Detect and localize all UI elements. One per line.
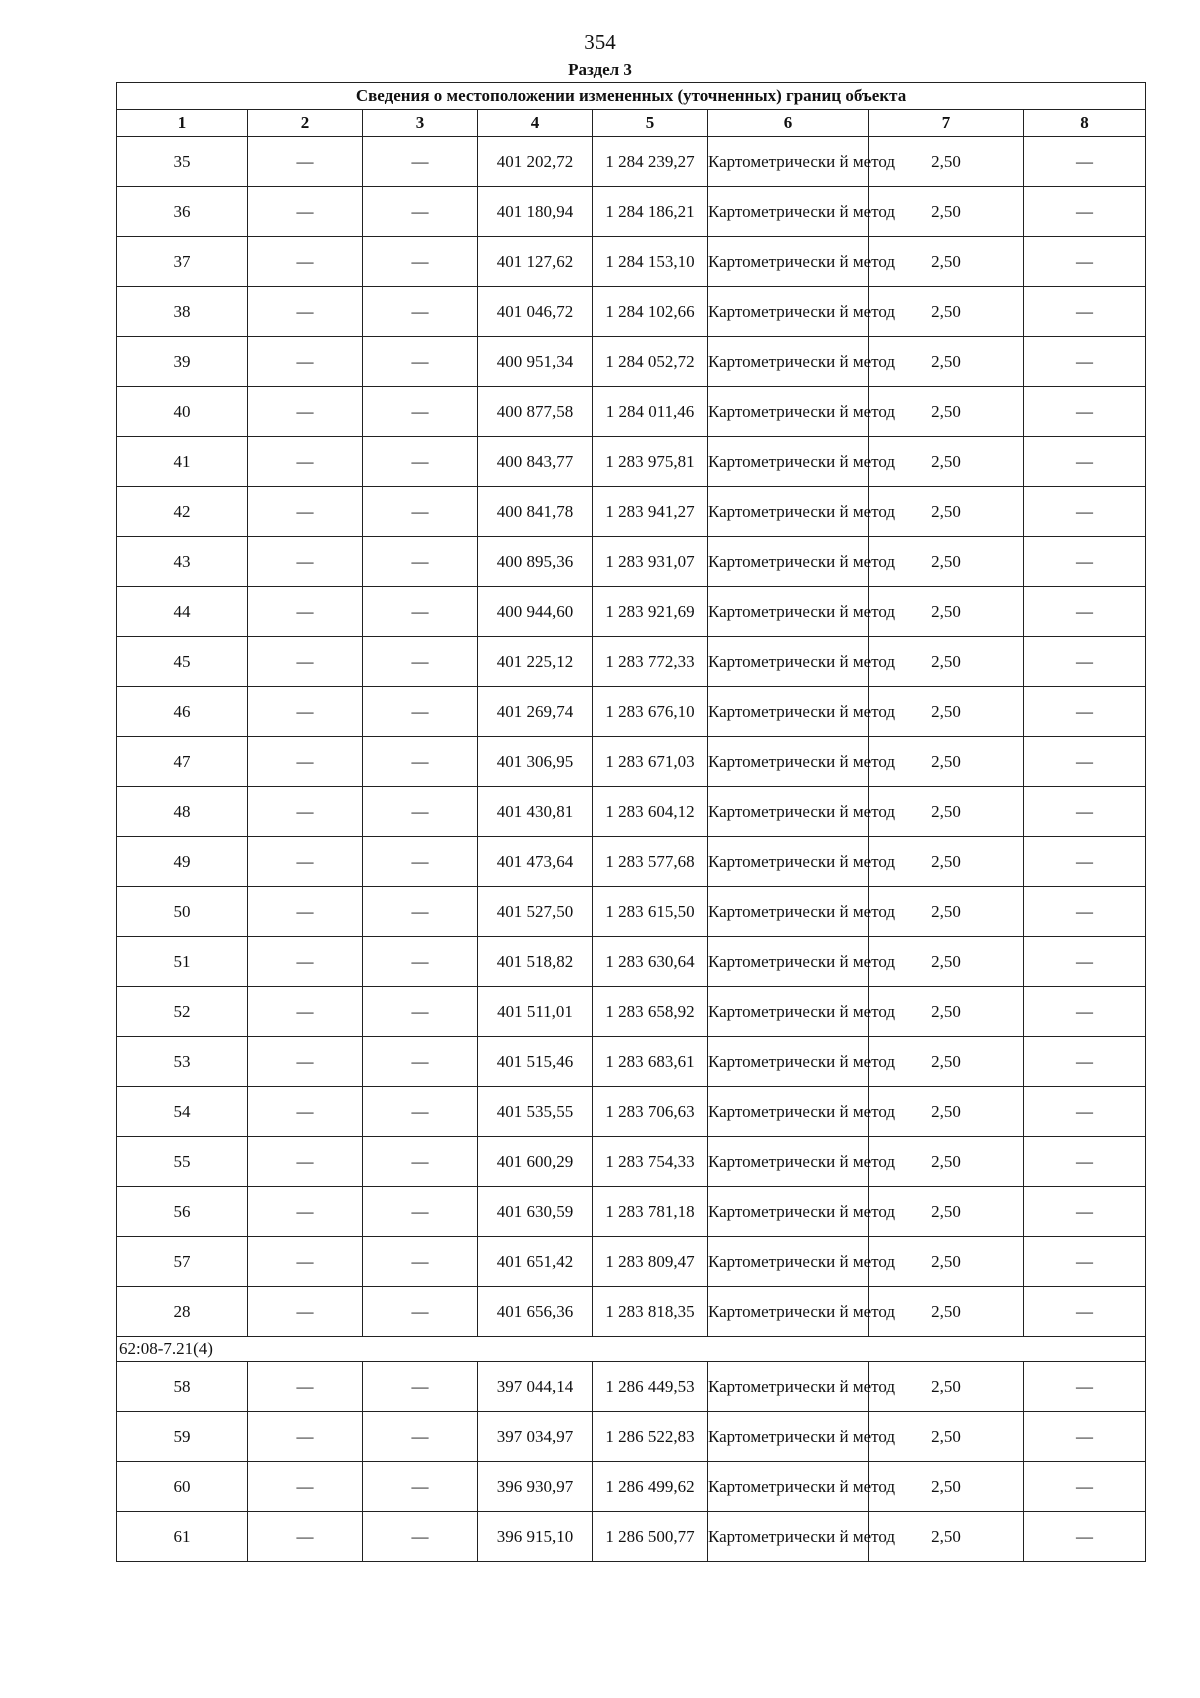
method-cell: Картометрически й метод: [708, 437, 869, 487]
method-cell: Картометрически й метод: [708, 937, 869, 987]
column-8-cell: —: [1024, 1412, 1146, 1462]
method-cell: Картометрически й метод: [708, 637, 869, 687]
point-number-cell: 57: [117, 1237, 248, 1287]
column-8-cell: —: [1024, 1087, 1146, 1137]
column-3-cell: —: [363, 337, 478, 387]
accuracy-cell: 2,50: [869, 1412, 1024, 1462]
column-3-cell: —: [363, 487, 478, 537]
x-coordinate-cell: 401 180,94: [478, 187, 593, 237]
point-number-cell: 36: [117, 187, 248, 237]
column-2-cell: —: [248, 937, 363, 987]
table-row: [117, 287, 1146, 337]
y-coordinate-cell: 1 283 754,33: [593, 1137, 708, 1187]
column-8-cell: —: [1024, 1362, 1146, 1412]
accuracy-cell: 2,50: [869, 187, 1024, 237]
x-coordinate-cell: 396 930,97: [478, 1462, 593, 1512]
column-3-cell: —: [363, 1187, 478, 1237]
y-coordinate-cell: 1 286 449,53: [593, 1362, 708, 1412]
y-coordinate-cell: 1 284 186,21: [593, 187, 708, 237]
y-coordinate-cell: 1 283 975,81: [593, 437, 708, 487]
point-number-cell: 58: [117, 1362, 248, 1412]
column-3-cell: —: [363, 187, 478, 237]
column-2-cell: —: [248, 437, 363, 487]
method-cell: Картометрически й метод: [708, 1287, 869, 1337]
table-row: [117, 1462, 1146, 1512]
accuracy-cell: 2,50: [869, 737, 1024, 787]
column-8-cell: —: [1024, 737, 1146, 787]
point-number-cell: 42: [117, 487, 248, 537]
point-number-cell: 44: [117, 587, 248, 637]
y-coordinate-cell: 1 284 102,66: [593, 287, 708, 337]
column-8-cell: —: [1024, 387, 1146, 437]
table-row: [117, 137, 1146, 187]
table-row: [117, 1287, 1146, 1337]
column-number-8: 8: [1024, 110, 1146, 137]
column-3-cell: —: [363, 437, 478, 487]
table-row: [117, 1087, 1146, 1137]
y-coordinate-cell: 1 283 615,50: [593, 887, 708, 937]
column-8-cell: —: [1024, 337, 1146, 387]
table-row: [117, 437, 1146, 487]
column-3-cell: —: [363, 637, 478, 687]
table-row: [117, 1237, 1146, 1287]
boundary-coordinates-table: [116, 82, 1146, 1562]
y-coordinate-cell: 1 283 630,64: [593, 937, 708, 987]
column-number-6: 6: [708, 110, 869, 137]
accuracy-cell: 2,50: [869, 1512, 1024, 1562]
y-coordinate-cell: 1 286 522,83: [593, 1412, 708, 1462]
page-number: 354: [584, 30, 616, 54]
accuracy-cell: 2,50: [869, 537, 1024, 587]
column-3-cell: —: [363, 137, 478, 187]
column-2-cell: —: [248, 1512, 363, 1562]
column-8-cell: —: [1024, 1037, 1146, 1087]
y-coordinate-cell: 1 283 931,07: [593, 537, 708, 587]
method-cell: Картометрически й метод: [708, 987, 869, 1037]
point-number-cell: 43: [117, 537, 248, 587]
point-number-cell: 56: [117, 1187, 248, 1237]
group-label-row: [117, 1337, 1146, 1362]
x-coordinate-cell: 401 515,46: [478, 1037, 593, 1087]
accuracy-cell: 2,50: [869, 687, 1024, 737]
y-coordinate-cell: 1 286 499,62: [593, 1462, 708, 1512]
table-row: [117, 1412, 1146, 1462]
column-2-cell: —: [248, 537, 363, 587]
point-number-cell: 60: [117, 1462, 248, 1512]
column-3-cell: —: [363, 1037, 478, 1087]
column-8-cell: —: [1024, 187, 1146, 237]
table-row: [117, 1512, 1146, 1562]
column-2-cell: —: [248, 787, 363, 837]
point-number-cell: 59: [117, 1412, 248, 1462]
column-8-cell: —: [1024, 487, 1146, 537]
method-cell: Картометрически й метод: [708, 287, 869, 337]
column-3-cell: —: [363, 537, 478, 587]
table-row: [117, 487, 1146, 537]
table-row: [117, 887, 1146, 937]
column-8-cell: —: [1024, 1512, 1146, 1562]
method-cell: Картометрически й метод: [708, 1412, 869, 1462]
column-3-cell: —: [363, 1462, 478, 1512]
method-cell: Картометрически й метод: [708, 687, 869, 737]
point-number-cell: 37: [117, 237, 248, 287]
column-2-cell: —: [248, 1087, 363, 1137]
point-number-cell: 61: [117, 1512, 248, 1562]
table-row: [117, 537, 1146, 587]
column-2-cell: —: [248, 1362, 363, 1412]
column-2-cell: —: [248, 287, 363, 337]
point-number-cell: 35: [117, 137, 248, 187]
x-coordinate-cell: 401 306,95: [478, 737, 593, 787]
accuracy-cell: 2,50: [869, 387, 1024, 437]
x-coordinate-cell: 400 951,34: [478, 337, 593, 387]
point-number-cell: 38: [117, 287, 248, 337]
x-coordinate-cell: 401 269,74: [478, 687, 593, 737]
accuracy-cell: 2,50: [869, 1362, 1024, 1412]
x-coordinate-cell: 401 430,81: [478, 787, 593, 837]
column-3-cell: —: [363, 987, 478, 1037]
column-3-cell: —: [363, 1512, 478, 1562]
y-coordinate-cell: 1 283 781,18: [593, 1187, 708, 1237]
point-number-cell: 47: [117, 737, 248, 787]
y-coordinate-cell: 1 284 052,72: [593, 337, 708, 387]
table-row: [117, 237, 1146, 287]
column-3-cell: —: [363, 837, 478, 887]
accuracy-cell: 2,50: [869, 587, 1024, 637]
column-3-cell: —: [363, 287, 478, 337]
accuracy-cell: 2,50: [869, 237, 1024, 287]
column-8-cell: —: [1024, 937, 1146, 987]
x-coordinate-cell: 400 877,58: [478, 387, 593, 437]
x-coordinate-cell: 401 046,72: [478, 287, 593, 337]
table-row: [117, 1362, 1146, 1412]
column-2-cell: —: [248, 187, 363, 237]
accuracy-cell: 2,50: [869, 287, 1024, 337]
table-body: [117, 137, 1146, 1562]
y-coordinate-cell: 1 286 500,77: [593, 1512, 708, 1562]
column-3-cell: —: [363, 737, 478, 787]
method-cell: Картометрически й метод: [708, 1237, 869, 1287]
point-number-cell: 45: [117, 637, 248, 687]
x-coordinate-cell: 401 651,42: [478, 1237, 593, 1287]
point-number-cell: 46: [117, 687, 248, 737]
column-3-cell: —: [363, 587, 478, 637]
column-8-cell: —: [1024, 987, 1146, 1037]
accuracy-cell: 2,50: [869, 1137, 1024, 1187]
y-coordinate-cell: 1 283 604,12: [593, 787, 708, 837]
table-caption: Сведения о местоположении измененных (уточненных) границ объекта: [117, 83, 1146, 110]
y-coordinate-cell: 1 283 658,92: [593, 987, 708, 1037]
table-row: [117, 387, 1146, 437]
x-coordinate-cell: 401 656,36: [478, 1287, 593, 1337]
point-number-cell: 50: [117, 887, 248, 937]
method-cell: Картометрически й метод: [708, 1087, 869, 1137]
column-8-cell: —: [1024, 1287, 1146, 1337]
x-coordinate-cell: 397 044,14: [478, 1362, 593, 1412]
column-2-cell: —: [248, 487, 363, 537]
column-2-cell: —: [248, 137, 363, 187]
column-2-cell: —: [248, 1137, 363, 1187]
y-coordinate-cell: 1 283 683,61: [593, 1037, 708, 1087]
group-label: 62:08-7.21(4): [117, 1337, 1146, 1362]
column-8-cell: —: [1024, 287, 1146, 337]
column-3-cell: —: [363, 937, 478, 987]
x-coordinate-cell: 397 034,97: [478, 1412, 593, 1462]
column-8-cell: —: [1024, 137, 1146, 187]
column-8-cell: —: [1024, 1237, 1146, 1287]
x-coordinate-cell: 401 511,01: [478, 987, 593, 1037]
accuracy-cell: 2,50: [869, 437, 1024, 487]
accuracy-cell: 2,50: [869, 787, 1024, 837]
column-2-cell: —: [248, 637, 363, 687]
column-2-cell: —: [248, 837, 363, 887]
column-2-cell: —: [248, 737, 363, 787]
x-coordinate-cell: 396 915,10: [478, 1512, 593, 1562]
column-3-cell: —: [363, 387, 478, 437]
point-number-cell: 53: [117, 1037, 248, 1087]
point-number-cell: 39: [117, 337, 248, 387]
method-cell: Картометрически й метод: [708, 1137, 869, 1187]
column-8-cell: —: [1024, 687, 1146, 737]
table-row: [117, 637, 1146, 687]
column-8-cell: —: [1024, 537, 1146, 587]
column-3-cell: —: [363, 1287, 478, 1337]
column-8-cell: —: [1024, 437, 1146, 487]
column-2-cell: —: [248, 387, 363, 437]
column-number-1: 1: [117, 110, 248, 137]
column-8-cell: —: [1024, 837, 1146, 887]
y-coordinate-cell: 1 283 577,68: [593, 837, 708, 887]
x-coordinate-cell: 401 600,29: [478, 1137, 593, 1187]
x-coordinate-cell: 401 473,64: [478, 837, 593, 887]
point-number-cell: 41: [117, 437, 248, 487]
accuracy-cell: 2,50: [869, 937, 1024, 987]
column-3-cell: —: [363, 787, 478, 837]
y-coordinate-cell: 1 284 011,46: [593, 387, 708, 437]
column-number-5: 5: [593, 110, 708, 137]
y-coordinate-cell: 1 283 921,69: [593, 587, 708, 637]
column-8-cell: —: [1024, 1187, 1146, 1237]
method-cell: Картометрически й метод: [708, 737, 869, 787]
table-row: [117, 1187, 1146, 1237]
column-3-cell: —: [363, 687, 478, 737]
y-coordinate-cell: 1 283 671,03: [593, 737, 708, 787]
accuracy-cell: 2,50: [869, 1462, 1024, 1512]
point-number-cell: 49: [117, 837, 248, 887]
accuracy-cell: 2,50: [869, 337, 1024, 387]
y-coordinate-cell: 1 283 809,47: [593, 1237, 708, 1287]
column-2-cell: —: [248, 1037, 363, 1087]
table-row: [117, 837, 1146, 887]
column-2-cell: —: [248, 1287, 363, 1337]
column-8-cell: —: [1024, 887, 1146, 937]
method-cell: Картометрически й метод: [708, 1512, 869, 1562]
method-cell: Картометрически й метод: [708, 387, 869, 437]
method-cell: Картометрически й метод: [708, 137, 869, 187]
accuracy-cell: 2,50: [869, 987, 1024, 1037]
method-cell: Картометрически й метод: [708, 337, 869, 387]
column-2-cell: —: [248, 1187, 363, 1237]
point-number-cell: 40: [117, 387, 248, 437]
table-row: [117, 737, 1146, 787]
column-number-7: 7: [869, 110, 1024, 137]
table-row: [117, 337, 1146, 387]
point-number-cell: 52: [117, 987, 248, 1037]
table-caption-row: [117, 83, 1146, 110]
accuracy-cell: 2,50: [869, 137, 1024, 187]
y-coordinate-cell: 1 283 706,63: [593, 1087, 708, 1137]
accuracy-cell: 2,50: [869, 1187, 1024, 1237]
method-cell: Картометрически й метод: [708, 487, 869, 537]
column-number-row: [117, 110, 1146, 137]
y-coordinate-cell: 1 284 153,10: [593, 237, 708, 287]
column-3-cell: —: [363, 237, 478, 287]
column-2-cell: —: [248, 587, 363, 637]
y-coordinate-cell: 1 283 772,33: [593, 637, 708, 687]
method-cell: Картометрически й метод: [708, 1037, 869, 1087]
column-2-cell: —: [248, 1462, 363, 1512]
column-3-cell: —: [363, 1237, 478, 1287]
column-8-cell: —: [1024, 587, 1146, 637]
y-coordinate-cell: 1 283 941,27: [593, 487, 708, 537]
column-2-cell: —: [248, 1237, 363, 1287]
y-coordinate-cell: 1 283 676,10: [593, 687, 708, 737]
accuracy-cell: 2,50: [869, 837, 1024, 887]
table-row: [117, 987, 1146, 1037]
accuracy-cell: 2,50: [869, 1287, 1024, 1337]
x-coordinate-cell: 401 535,55: [478, 1087, 593, 1137]
column-8-cell: —: [1024, 1462, 1146, 1512]
column-2-cell: —: [248, 237, 363, 287]
column-2-cell: —: [248, 987, 363, 1037]
x-coordinate-cell: 401 518,82: [478, 937, 593, 987]
column-2-cell: —: [248, 337, 363, 387]
y-coordinate-cell: 1 284 239,27: [593, 137, 708, 187]
point-number-cell: 48: [117, 787, 248, 837]
method-cell: Картометрически й метод: [708, 187, 869, 237]
table-row: [117, 1137, 1146, 1187]
method-cell: Картометрически й метод: [708, 587, 869, 637]
column-number-4: 4: [478, 110, 593, 137]
method-cell: Картометрически й метод: [708, 837, 869, 887]
table-row: [117, 587, 1146, 637]
table-row: [117, 687, 1146, 737]
x-coordinate-cell: 401 202,72: [478, 137, 593, 187]
column-2-cell: —: [248, 1412, 363, 1462]
column-8-cell: —: [1024, 787, 1146, 837]
point-number-cell: 28: [117, 1287, 248, 1337]
column-8-cell: —: [1024, 237, 1146, 287]
accuracy-cell: 2,50: [869, 1037, 1024, 1087]
column-2-cell: —: [248, 887, 363, 937]
method-cell: Картометрически й метод: [708, 537, 869, 587]
y-coordinate-cell: 1 283 818,35: [593, 1287, 708, 1337]
x-coordinate-cell: 401 127,62: [478, 237, 593, 287]
column-8-cell: —: [1024, 637, 1146, 687]
table-row: [117, 787, 1146, 837]
column-3-cell: —: [363, 1087, 478, 1137]
column-3-cell: —: [363, 1412, 478, 1462]
accuracy-cell: 2,50: [869, 1087, 1024, 1137]
point-number-cell: 54: [117, 1087, 248, 1137]
method-cell: Картометрически й метод: [708, 1462, 869, 1512]
column-2-cell: —: [248, 687, 363, 737]
accuracy-cell: 2,50: [869, 1237, 1024, 1287]
x-coordinate-cell: 400 843,77: [478, 437, 593, 487]
method-cell: Картометрически й метод: [708, 237, 869, 287]
column-number-2: 2: [248, 110, 363, 137]
point-number-cell: 51: [117, 937, 248, 987]
accuracy-cell: 2,50: [869, 887, 1024, 937]
method-cell: Картометрически й метод: [708, 787, 869, 837]
column-8-cell: —: [1024, 1137, 1146, 1187]
table-row: [117, 187, 1146, 237]
x-coordinate-cell: 401 225,12: [478, 637, 593, 687]
section-title: Раздел 3: [568, 60, 632, 79]
method-cell: Картометрически й метод: [708, 1362, 869, 1412]
table-row: [117, 937, 1146, 987]
x-coordinate-cell: 400 841,78: [478, 487, 593, 537]
column-number-3: 3: [363, 110, 478, 137]
column-3-cell: —: [363, 1362, 478, 1412]
method-cell: Картометрически й метод: [708, 1187, 869, 1237]
x-coordinate-cell: 401 630,59: [478, 1187, 593, 1237]
x-coordinate-cell: 401 527,50: [478, 887, 593, 937]
method-cell: Картометрически й метод: [708, 887, 869, 937]
table-row: [117, 1037, 1146, 1087]
column-3-cell: —: [363, 1137, 478, 1187]
column-3-cell: —: [363, 887, 478, 937]
point-number-cell: 55: [117, 1137, 248, 1187]
x-coordinate-cell: 400 944,60: [478, 587, 593, 637]
accuracy-cell: 2,50: [869, 637, 1024, 687]
accuracy-cell: 2,50: [869, 487, 1024, 537]
x-coordinate-cell: 400 895,36: [478, 537, 593, 587]
